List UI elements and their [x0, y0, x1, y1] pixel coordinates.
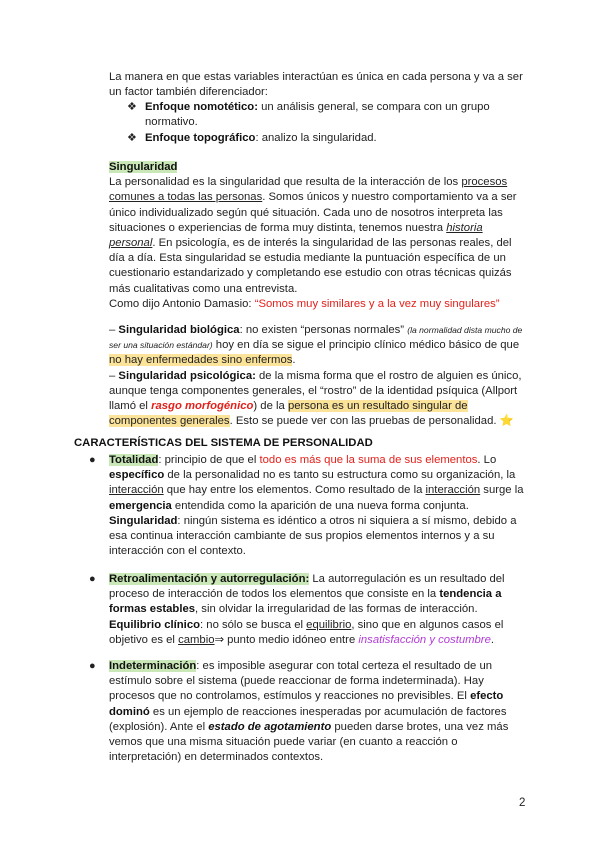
singularidad-psicologica: – Singularidad psicológica: de la misma forma que el rostro de alguien es único, aunque tenga componentes generales, el “rostro” de la identidad psíquica (Allport llamó el rasgo morfogénico) de la persona es un resultado singular de componentes generales. Esto se puede ver con las pruebas de personalidad. ⭐ [109, 369, 522, 428]
singularidad-section [109, 160, 527, 429]
bullet-text: un análisis general, se compara con un grupo normativo. [145, 101, 490, 129]
bullet-bold: Enfoque nomotético: [145, 101, 258, 113]
intro-line-1: La manera en que estas variables interactúan es única en cada persona y va a ser [109, 71, 523, 83]
bullet-text: : analizo la singularidad. [255, 132, 377, 144]
singularidad-biologica: – Singularidad biológica: no existen “personas normales” (la normalidad dista mucho de ser una situación estándar) hoy en día se sigue el principio clínico médico básico de que no hay enfermedades sino enfermos. [109, 324, 523, 367]
diamond-bullet-icon: ❖ [127, 101, 137, 113]
bullet-dot-icon: ● [89, 660, 96, 672]
indeterminacion-item: ● Indeterminación: es imposible asegurar con total certeza el resultado de un estímulo sobre el sistema (puede reaccionar de forma indeterminada). Hay procesos que no controlamos, estímulos y reacciones no previsibles. El efecto dominó es un ejemplo de reacciones inesperadas por acumulación de factores (explosión). Ante el estado de agotamiento pueden darse brotes, una vez más vemos que una misma situación puede variar (en cuanto a reacción o interpretación) en determinados contextos. [89, 660, 509, 764]
page-number: 2 [519, 797, 526, 809]
bullet-bold: Enfoque topográfico [145, 132, 256, 144]
bullet-dot-icon: ● [89, 573, 96, 585]
damasio-quote: Como dijo Antonio Damasio: “Somos muy similares y a la vez muy singulares” [109, 297, 500, 310]
intro-bullet-1 [127, 100, 515, 130]
intro-bullet-2 [127, 131, 515, 146]
bullet-dot-icon: ● [89, 454, 96, 466]
totalidad-item: ● Totalidad: principio de que el todo es más que la suma de sus elementos. Lo específico de la personalidad no es tanto su estructura como su organización, la interacción que hay entre los elementos. Como resultado de la interacción surge la emergencia entendida como la aparición de una nueva forma conjunta. Singularidad: ningún sistema es idéntico a otros ni siquiera a sí mismo, debido a esa continua interacción cambiante de sus propios elementos internos y a su interacción con el contexto. [89, 454, 524, 558]
retroalimentacion-item: ● Retroalimentación y autorregulación: La autorregulación es un resultado del proceso de interacción de todos los elementos que consiste en la tendencia a formas estables, sin olvidar la irregularidad de las formas de interacción. Equilibrio clínico: no sólo se busca el equilibrio, sino que en algunos casos el objetivo es el cambio⇒ punto medio idóneo entre insatisfacción y costumbre. [89, 573, 505, 646]
intro-paragraph [109, 70, 529, 100]
diamond-bullet-icon: ❖ [127, 132, 137, 144]
intro-line-2: un factor también diferenciador: [109, 86, 268, 99]
star-icon: ⭐ [499, 415, 514, 428]
section-title: Singularidad [109, 161, 178, 173]
singularidad-paragraph: La personalidad es la singularidad que resulta de la interacción de los procesos comunes a todas las personas. Somos únicos y nuestro comportamiento va a ser único individualizado según qué situación. Cada uno de nosotros interpreta las situaciones o experiencias de forma muy distinta, tenemos nuestra historia personal. En psicología, es de interés la singularidad de las personas reales, del día a día. Esta singularidad se estudia mediante la puntuación específica de un cuestionario estandarizado y completando ese estudio con otras técnicas quizás más cualitativas como una entrevista. [109, 176, 517, 295]
characteristics-heading: CARACTERÍSTICAS DEL SISTEMA DE PERSONALIDAD [74, 437, 373, 449]
